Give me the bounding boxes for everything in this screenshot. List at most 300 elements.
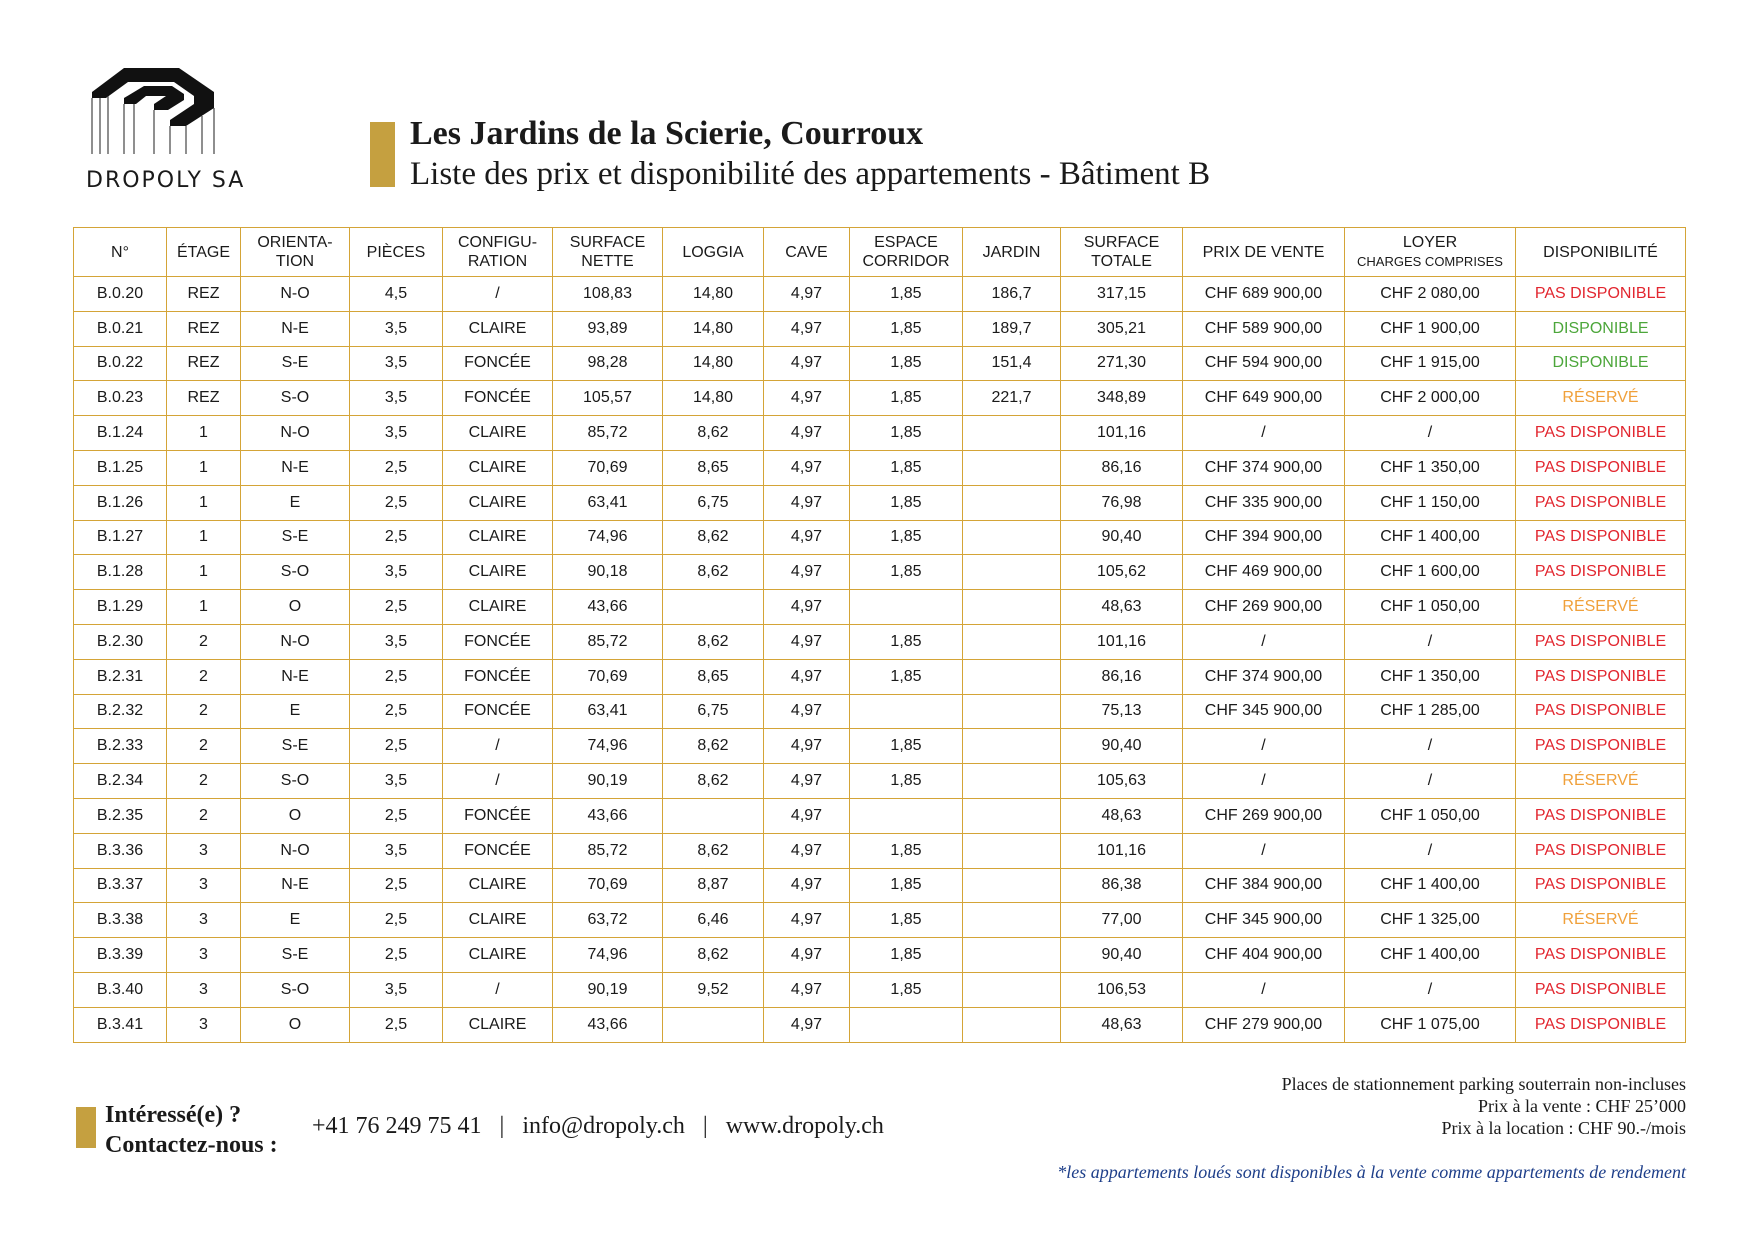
table-cell: / [1183, 833, 1345, 868]
table-cell: 1 [167, 590, 241, 625]
table-cell: 77,00 [1061, 903, 1183, 938]
table-cell: 8,62 [663, 938, 764, 973]
table-cell: CHF 1 400,00 [1345, 520, 1516, 555]
table-cell: CLAIRE [443, 416, 553, 451]
table-cell: 4,97 [764, 520, 850, 555]
table-cell: CLAIRE [443, 520, 553, 555]
table-cell: 2,5 [350, 1007, 443, 1042]
availability-status: PAS DISPONIBLE [1516, 485, 1686, 520]
table-cell: 4,97 [764, 729, 850, 764]
table-cell: CLAIRE [443, 311, 553, 346]
availability-status: RÉSERVÉ [1516, 381, 1686, 416]
table-cell: 1,85 [850, 346, 963, 381]
table-cell: 271,30 [1061, 346, 1183, 381]
table-cell: 3,5 [350, 833, 443, 868]
table-cell: 63,41 [553, 694, 663, 729]
table-cell: 9,52 [663, 972, 764, 1007]
table-cell: 86,16 [1061, 659, 1183, 694]
separator: | [702, 1113, 708, 1139]
table-cell: 3,5 [350, 624, 443, 659]
contact-question: Intéressé(e) ? [105, 1102, 242, 1128]
table-cell [963, 938, 1061, 973]
table-cell: 1,85 [850, 555, 963, 590]
table-cell: 1 [167, 520, 241, 555]
table-cell: 4,97 [764, 346, 850, 381]
table-cell [963, 416, 1061, 451]
table-row [74, 311, 1686, 346]
table-cell: 1,85 [850, 659, 963, 694]
table-row [74, 694, 1686, 729]
table-cell: 3 [167, 938, 241, 973]
column-header-label: CAVE [785, 243, 828, 261]
column-header-label: ORIENTA- [257, 234, 333, 251]
table-cell: 70,69 [553, 659, 663, 694]
table-cell: FONCÉE [443, 346, 553, 381]
table-cell: 1 [167, 555, 241, 590]
table-cell: 1,85 [850, 972, 963, 1007]
column-header [167, 228, 241, 277]
table-cell: CLAIRE [443, 1007, 553, 1042]
table-cell: / [443, 764, 553, 799]
table-cell: REZ [167, 346, 241, 381]
table-cell: CHF 345 900,00 [1183, 694, 1345, 729]
table-cell: E [241, 485, 350, 520]
contact-prompt [105, 1100, 278, 1160]
table-cell: 1,85 [850, 764, 963, 799]
table-cell: S-E [241, 729, 350, 764]
table-cell: 85,72 [553, 416, 663, 451]
contact-details [312, 1113, 884, 1140]
table-cell: B.2.31 [74, 659, 167, 694]
table-cell: B.3.39 [74, 938, 167, 973]
table-cell: CHF 2 000,00 [1345, 381, 1516, 416]
table-cell: 6,75 [663, 694, 764, 729]
table-cell: 8,62 [663, 520, 764, 555]
availability-status: PAS DISPONIBLE [1516, 868, 1686, 903]
table-cell: CLAIRE [443, 938, 553, 973]
table-cell: FONCÉE [443, 833, 553, 868]
table-cell [963, 868, 1061, 903]
table-cell: 3,5 [350, 764, 443, 799]
table-cell: B.0.23 [74, 381, 167, 416]
table-cell [663, 590, 764, 625]
table-cell: 90,40 [1061, 938, 1183, 973]
table-cell: B.1.29 [74, 590, 167, 625]
table-cell: 4,97 [764, 833, 850, 868]
table-cell: FONCÉE [443, 381, 553, 416]
table-cell: FONCÉE [443, 798, 553, 833]
table-cell: 8,62 [663, 764, 764, 799]
table-cell: 14,80 [663, 277, 764, 312]
table-cell: N-O [241, 624, 350, 659]
footnote: *les appartements loués sont disponibles à la vente comme appartements de rendement [1057, 1162, 1686, 1182]
table-cell: 2,5 [350, 659, 443, 694]
table-cell: 317,15 [1061, 277, 1183, 312]
table-cell: 4,97 [764, 416, 850, 451]
separator: | [499, 1113, 505, 1139]
table-cell: 2 [167, 764, 241, 799]
table-cell: 1,85 [850, 381, 963, 416]
table-cell [963, 555, 1061, 590]
column-header-label: ESPACE [874, 234, 938, 251]
table-cell: 4,97 [764, 868, 850, 903]
availability-status: DISPONIBLE [1516, 311, 1686, 346]
table-cell [850, 798, 963, 833]
table-cell: CHF 689 900,00 [1183, 277, 1345, 312]
column-header-sublabel: RATION [467, 253, 528, 270]
table-cell: B.3.38 [74, 903, 167, 938]
table-cell [963, 590, 1061, 625]
table-cell: 4,97 [764, 972, 850, 1007]
table-cell [850, 1007, 963, 1042]
table-cell: 4,97 [764, 1007, 850, 1042]
page-title: Les Jardins de la Scierie, Courroux [410, 115, 924, 152]
table-cell: 43,66 [553, 590, 663, 625]
availability-status: PAS DISPONIBLE [1516, 1007, 1686, 1042]
table-cell [963, 729, 1061, 764]
table-cell: 101,16 [1061, 624, 1183, 659]
table-cell: O [241, 1007, 350, 1042]
table-cell: S-E [241, 346, 350, 381]
table-cell: 48,63 [1061, 798, 1183, 833]
availability-status: PAS DISPONIBLE [1516, 416, 1686, 451]
table-cell: CLAIRE [443, 590, 553, 625]
table-cell: 70,69 [553, 868, 663, 903]
table-cell: 3,5 [350, 381, 443, 416]
table-cell: N-E [241, 311, 350, 346]
availability-status: PAS DISPONIBLE [1516, 659, 1686, 694]
table-cell: 1,85 [850, 868, 963, 903]
title-accent-bar [370, 122, 395, 187]
table-cell: CLAIRE [443, 450, 553, 485]
table-row [74, 277, 1686, 312]
availability-status: RÉSERVÉ [1516, 764, 1686, 799]
contact-phone[interactable]: +41 76 249 75 41 [312, 1113, 482, 1139]
table-cell: 8,87 [663, 868, 764, 903]
column-header-label: DISPONIBILITÉ [1543, 243, 1658, 261]
table-cell: 105,57 [553, 381, 663, 416]
table-cell: 90,40 [1061, 520, 1183, 555]
table-cell: / [1345, 624, 1516, 659]
table-cell: CLAIRE [443, 555, 553, 590]
company-name: DROPOLY SA [86, 168, 246, 193]
table-cell [963, 659, 1061, 694]
table-cell: / [1345, 972, 1516, 1007]
table-cell: REZ [167, 311, 241, 346]
table-cell: 4,97 [764, 450, 850, 485]
table-cell: 3 [167, 1007, 241, 1042]
availability-status: RÉSERVÉ [1516, 903, 1686, 938]
column-header [663, 228, 764, 277]
table-cell: 90,18 [553, 555, 663, 590]
table-cell: 85,72 [553, 833, 663, 868]
availability-status: RÉSERVÉ [1516, 590, 1686, 625]
table-cell: 2,5 [350, 729, 443, 764]
title-block [410, 114, 1210, 194]
table-cell: B.2.33 [74, 729, 167, 764]
column-header-sublabel: TION [275, 253, 315, 270]
table-cell: S-O [241, 972, 350, 1007]
header-row [74, 228, 1686, 277]
table-cell: 1 [167, 450, 241, 485]
table-cell: CHF 1 050,00 [1345, 798, 1516, 833]
table-cell: S-E [241, 520, 350, 555]
table-cell: / [1183, 972, 1345, 1007]
table-cell: / [1183, 624, 1345, 659]
table-cell: 3,5 [350, 555, 443, 590]
company-logo [84, 62, 266, 157]
column-header [443, 228, 553, 277]
table-cell: 4,97 [764, 277, 850, 312]
table-cell: / [443, 729, 553, 764]
table-cell: 86,38 [1061, 868, 1183, 903]
contact-accent-bar [76, 1107, 96, 1148]
table-row [74, 381, 1686, 416]
table-cell: 106,53 [1061, 972, 1183, 1007]
table-cell: 4,97 [764, 764, 850, 799]
table-cell: CHF 394 900,00 [1183, 520, 1345, 555]
table-cell [850, 694, 963, 729]
column-header [764, 228, 850, 277]
table-cell [963, 485, 1061, 520]
table-cell: 2,5 [350, 938, 443, 973]
column-header-label: PRIX DE VENTE [1202, 243, 1325, 261]
dropoly-logo-icon [84, 62, 244, 157]
table-cell: 105,62 [1061, 555, 1183, 590]
table-cell: B.0.22 [74, 346, 167, 381]
table-cell: 4,97 [764, 555, 850, 590]
parking-info [1282, 1073, 1686, 1139]
availability-status: PAS DISPONIBLE [1516, 938, 1686, 973]
table-cell: 90,19 [553, 764, 663, 799]
table-cell: 4,97 [764, 381, 850, 416]
table-cell: 4,97 [764, 659, 850, 694]
table-cell: B.1.25 [74, 450, 167, 485]
parking-note: Places de stationnement parking souterrain non-incluses [1281, 1074, 1686, 1094]
table-cell: 8,62 [663, 833, 764, 868]
table-cell: N-O [241, 416, 350, 451]
table-cell: 63,41 [553, 485, 663, 520]
table-cell: S-O [241, 555, 350, 590]
table-cell: 43,66 [553, 798, 663, 833]
table-row [74, 555, 1686, 590]
table-cell: 1,85 [850, 903, 963, 938]
table-row [74, 903, 1686, 938]
table-cell: 1,85 [850, 520, 963, 555]
table-cell: CHF 1 600,00 [1345, 555, 1516, 590]
table-cell: 14,80 [663, 346, 764, 381]
column-header-label: ÉTAGE [176, 243, 231, 261]
table-cell: 1,85 [850, 416, 963, 451]
table-cell: REZ [167, 381, 241, 416]
table-cell: CHF 1 900,00 [1345, 311, 1516, 346]
table-cell: 8,62 [663, 729, 764, 764]
table-cell: 4,97 [764, 798, 850, 833]
table-cell: CHF 384 900,00 [1183, 868, 1345, 903]
table-cell [850, 590, 963, 625]
table-cell: CHF 1 350,00 [1345, 450, 1516, 485]
table-cell: 3,5 [350, 972, 443, 1007]
column-header-label: LOYER [1402, 234, 1458, 251]
table-cell: B.1.26 [74, 485, 167, 520]
column-header [1345, 228, 1516, 277]
table-row [74, 764, 1686, 799]
table-cell: 4,97 [764, 694, 850, 729]
table-cell [963, 520, 1061, 555]
table-cell [963, 764, 1061, 799]
table-cell: CHF 1 050,00 [1345, 590, 1516, 625]
table-cell: S-O [241, 381, 350, 416]
price-availability-table [73, 227, 1686, 1043]
page-subtitle: Liste des prix et disponibilité des appartements - Bâtiment B [410, 156, 1211, 192]
table-cell: B.3.36 [74, 833, 167, 868]
table-cell: 75,13 [1061, 694, 1183, 729]
table-cell: CHF 279 900,00 [1183, 1007, 1345, 1042]
table-cell: CLAIRE [443, 903, 553, 938]
table-row [74, 485, 1686, 520]
table-cell: 3 [167, 903, 241, 938]
table-row [74, 450, 1686, 485]
table-cell: CLAIRE [443, 485, 553, 520]
table-cell [963, 624, 1061, 659]
table-cell: CHF 2 080,00 [1345, 277, 1516, 312]
table-cell [663, 798, 764, 833]
contact-call-to-action: Contactez-nous : [105, 1132, 278, 1158]
table-cell: O [241, 590, 350, 625]
table-cell [963, 798, 1061, 833]
column-header [1516, 228, 1686, 277]
table-cell: / [1183, 764, 1345, 799]
table-cell: 105,63 [1061, 764, 1183, 799]
contact-website[interactable]: www.dropoly.ch [725, 1113, 884, 1139]
table-cell: B.3.37 [74, 868, 167, 903]
table-cell: / [1345, 764, 1516, 799]
table-cell: B.2.34 [74, 764, 167, 799]
table-cell: / [1345, 729, 1516, 764]
table-cell [963, 833, 1061, 868]
table-cell: 74,96 [553, 938, 663, 973]
availability-status: PAS DISPONIBLE [1516, 972, 1686, 1007]
table-cell: 1,85 [850, 729, 963, 764]
column-header-label: LOGGIA [682, 243, 744, 261]
table-cell: 4,97 [764, 590, 850, 625]
table-cell: 4,97 [764, 624, 850, 659]
table-cell: CHF 1 075,00 [1345, 1007, 1516, 1042]
table-cell: CHF 345 900,00 [1183, 903, 1345, 938]
table-cell: N-O [241, 277, 350, 312]
availability-status: PAS DISPONIBLE [1516, 450, 1686, 485]
table-cell: E [241, 694, 350, 729]
table-cell: CHF 374 900,00 [1183, 659, 1345, 694]
table-cell: 14,80 [663, 381, 764, 416]
availability-status: PAS DISPONIBLE [1516, 624, 1686, 659]
table-cell [663, 1007, 764, 1042]
table-cell: 8,62 [663, 624, 764, 659]
column-header-label: SURFACE [1083, 234, 1160, 251]
table-cell: FONCÉE [443, 694, 553, 729]
column-header [1061, 228, 1183, 277]
table-cell: B.1.27 [74, 520, 167, 555]
availability-status: DISPONIBLE [1516, 346, 1686, 381]
table-cell: 2 [167, 798, 241, 833]
table-cell: 74,96 [553, 729, 663, 764]
table-cell: 4,5 [350, 277, 443, 312]
table-cell: CHF 1 400,00 [1345, 938, 1516, 973]
table-cell: CHF 374 900,00 [1183, 450, 1345, 485]
availability-status: PAS DISPONIBLE [1516, 798, 1686, 833]
table-cell [963, 1007, 1061, 1042]
table-cell: N-E [241, 450, 350, 485]
table-cell: 348,89 [1061, 381, 1183, 416]
table-cell: 70,69 [553, 450, 663, 485]
table-cell: 8,62 [663, 555, 764, 590]
table-cell: 6,46 [663, 903, 764, 938]
table-cell: 3 [167, 972, 241, 1007]
table-cell: 8,65 [663, 450, 764, 485]
table-cell: 1,85 [850, 624, 963, 659]
column-header-label: CONFIGU- [457, 234, 538, 251]
table-cell: 4,97 [764, 938, 850, 973]
table-cell: 1 [167, 485, 241, 520]
table-cell: S-O [241, 764, 350, 799]
table-cell: CHF 404 900,00 [1183, 938, 1345, 973]
column-header-sublabel: TOTALE [1091, 253, 1152, 270]
availability-status: PAS DISPONIBLE [1516, 555, 1686, 590]
table-cell: B.1.24 [74, 416, 167, 451]
availability-status: PAS DISPONIBLE [1516, 729, 1686, 764]
table-cell: E [241, 903, 350, 938]
table-cell: 48,63 [1061, 590, 1183, 625]
table-cell: 3,5 [350, 346, 443, 381]
table-row [74, 868, 1686, 903]
table-cell: O [241, 798, 350, 833]
parking-rent-price: Prix à la location : CHF 90.-/mois [1441, 1118, 1686, 1138]
table-cell: 4,97 [764, 311, 850, 346]
table-row [74, 798, 1686, 833]
table-cell: 2,5 [350, 868, 443, 903]
table-cell: 85,72 [553, 624, 663, 659]
table-cell: 90,40 [1061, 729, 1183, 764]
table-row [74, 729, 1686, 764]
table-cell: B.0.21 [74, 311, 167, 346]
column-header [850, 228, 963, 277]
table-cell: 189,7 [963, 311, 1061, 346]
table-cell [963, 450, 1061, 485]
table-cell: 2,5 [350, 590, 443, 625]
availability-status: PAS DISPONIBLE [1516, 694, 1686, 729]
contact-email[interactable]: info@dropoly.ch [522, 1113, 685, 1139]
table-cell: 2 [167, 624, 241, 659]
table-cell [963, 972, 1061, 1007]
table-cell: 3 [167, 868, 241, 903]
table-cell: FONCÉE [443, 624, 553, 659]
table-row [74, 659, 1686, 694]
table-row [74, 938, 1686, 973]
table-cell: 1 [167, 416, 241, 451]
table-cell: B.0.20 [74, 277, 167, 312]
table-cell: 1,85 [850, 938, 963, 973]
table-cell [963, 694, 1061, 729]
table-cell: B.3.41 [74, 1007, 167, 1042]
table-cell: 90,19 [553, 972, 663, 1007]
table-cell: 8,62 [663, 416, 764, 451]
table-cell: N-E [241, 659, 350, 694]
table-cell: / [443, 972, 553, 1007]
table-row [74, 346, 1686, 381]
table-cell: 86,16 [1061, 450, 1183, 485]
table-row [74, 624, 1686, 659]
table-cell: 14,80 [663, 311, 764, 346]
